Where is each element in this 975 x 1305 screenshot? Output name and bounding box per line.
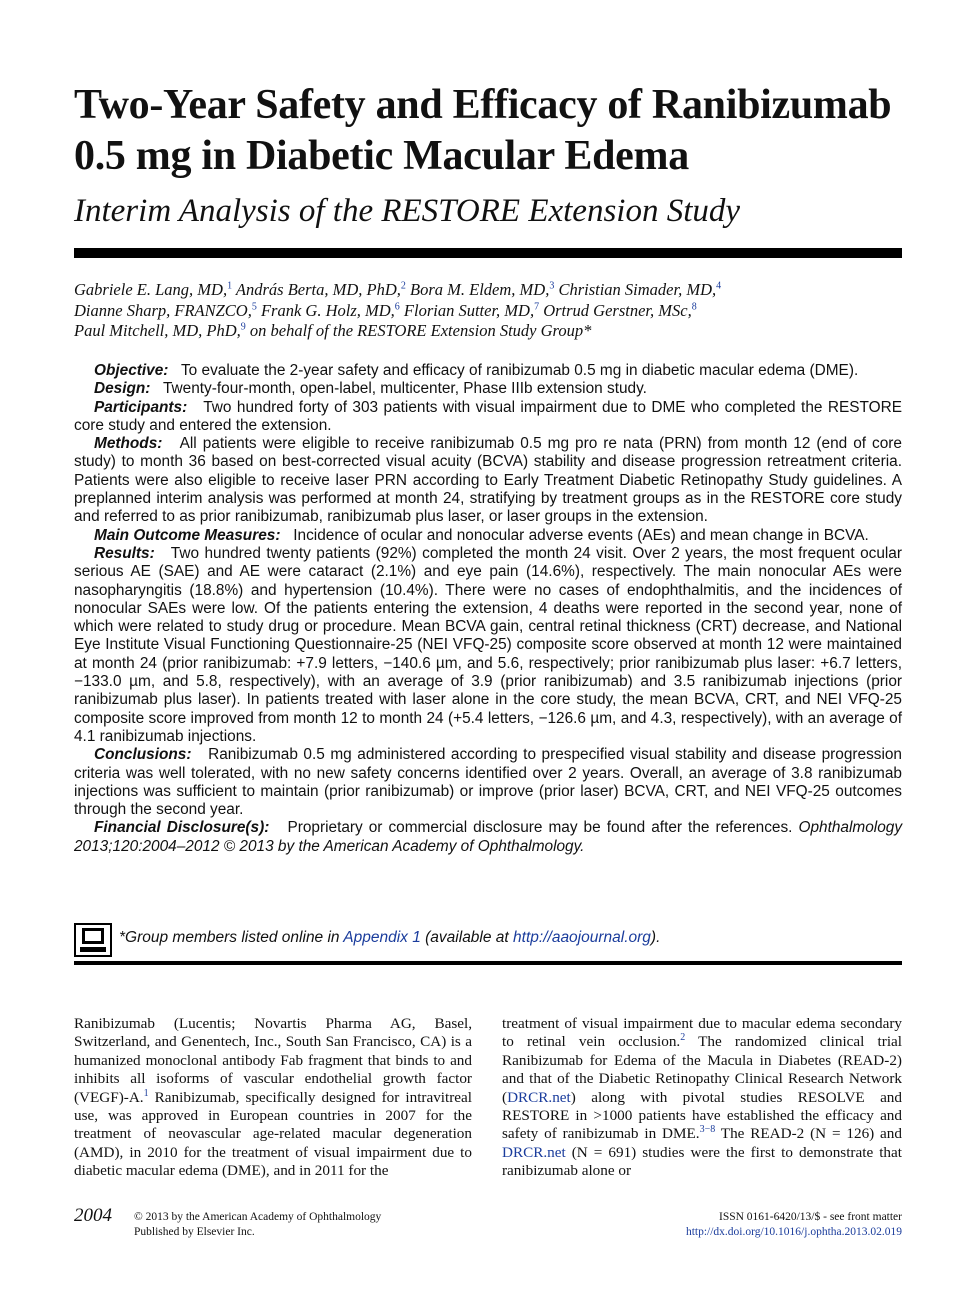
section-text: Twenty-four-month, open-label, multicenter, Phase IIIb extension study. xyxy=(163,380,647,398)
note-middle: (available at xyxy=(420,929,514,946)
author-name: András Berta, MD, PhD, xyxy=(232,280,401,299)
affiliation-ref[interactable]: 3 xyxy=(549,280,555,292)
doi-link[interactable]: http://dx.doi.org/10.1016/j.ophtha.2013.02.019 xyxy=(685,1226,902,1238)
section-label: Results: xyxy=(94,544,155,562)
journal-url-link[interactable]: http://aaojournal.org xyxy=(513,929,651,946)
abstract-divider xyxy=(74,961,902,965)
title-line-1: Two-Year Safety and Efficacy of Ranibizumab xyxy=(74,82,892,128)
abstract-disclosure xyxy=(74,819,902,856)
body-column-left xyxy=(74,1015,472,1181)
abstract xyxy=(74,362,902,856)
issn-line: ISSN 0161-6420/13/$ - see front matter xyxy=(718,1211,902,1223)
body-text: (N = 691) studies were the first to demonstrate that ranibizumab alone or xyxy=(502,1143,902,1180)
author-line-1 xyxy=(74,280,904,301)
study-group: on behalf of the RESTORE Extension Study Group* xyxy=(245,321,592,340)
section-label: Design: xyxy=(94,380,151,398)
section-text: Proprietary or commercial disclosure may be found after the references. xyxy=(287,819,793,837)
author-line-3 xyxy=(74,321,904,342)
affiliation-ref[interactable]: 5 xyxy=(251,301,257,312)
affiliation-ref[interactable]: 4 xyxy=(716,280,722,292)
affiliation-ref[interactable]: 7 xyxy=(534,301,540,312)
article-subtitle: Interim Analysis of the RESTORE Extension Study xyxy=(74,193,741,229)
author-name: Bora M. Eldem, MD, xyxy=(405,280,550,299)
affiliation-ref[interactable]: 2 xyxy=(400,280,406,292)
author-name: Dianne Sharp, FRANZCO, xyxy=(74,300,252,320)
body-text: Ranibizumab (Lucentis; Novartis Pharma AG, Basel, Switzerland, and Genentech, Inc., South San Francisco, CA) is a humanized monoclonal antibody Fab fragment that binds to and inhibits all isoforms of vascular endothelial growth factor (VEGF)-A. xyxy=(74,1015,472,1106)
body-text: Ranibizumab, specifically designed for intravitreal use, was approved in European countries in 2007 for the treatment of neovascular age-related macular degeneration (AMD), in 2010 for the treatment of visual impairment due to diabetic macular edema (DME), and in 2011 for the xyxy=(74,1088,472,1180)
author-line-2 xyxy=(74,301,904,322)
author-name: Frank G. Holz, MD, xyxy=(256,300,395,320)
section-label: Conclusions: xyxy=(94,746,192,764)
drcr-link[interactable]: DRCR.net xyxy=(502,1143,566,1161)
section-text: All patients were eligible to receive ranibizumab 0.5 mg pro re nata (PRN) from month 12 (end of core study) to month 36 based on best-corrected visual acuity (BCVA) stability and disease progression retreatment criteria. Patients were also eligible to receive laser PRN according to Early Treatment Diabetic Retinopathy Study guidelines. A preplanned interim analysis was performed at month 24, stratifying by treatment groups as in the RESTORE core study and referred to as prior ranibizumab, ranibizumab plus laser, or laser groups in the extension. xyxy=(74,435,902,526)
affiliation-ref[interactable]: 9 xyxy=(240,321,246,333)
abstract-results xyxy=(74,545,902,746)
body-text: The randomized clinical trial Ranibizumab for Edema of the Macula in Diabetes (READ-2) and that of the Diabetic Retinopathy Clinical Research Network ( xyxy=(502,1033,902,1106)
section-text: To evaluate the 2-year safety and efficacy of ranibizumab 0.5 mg in diabetic macular edema (DME). xyxy=(180,362,859,379)
section-label: Main Outcome Measures: xyxy=(94,526,281,544)
section-label: Objective: xyxy=(94,362,169,379)
publisher-line: Published by Elsevier Inc. xyxy=(134,1226,255,1238)
note-suffix: ). xyxy=(650,929,661,946)
journal-citation: Ophthalmology 2013;120:2004–2012 © 2013 by the American Academy of Ophthalmology. xyxy=(74,819,903,855)
author-list xyxy=(74,280,904,342)
footer-identifiers xyxy=(686,1210,902,1240)
section-text: Incidence of ocular and nonocular adverse events (AEs) and mean change in BCVA. xyxy=(293,526,869,544)
reference-link[interactable]: 2 xyxy=(680,1032,686,1044)
reference-link[interactable]: 1 xyxy=(143,1087,149,1099)
footer-copyright xyxy=(134,1210,381,1240)
page-number: 2004 xyxy=(74,1205,112,1226)
affiliation-ref[interactable]: 1 xyxy=(227,280,233,292)
note-prefix: *Group members listed online in xyxy=(119,929,344,946)
abstract-methods xyxy=(74,435,902,526)
author-name: Ortrud Gerstner, MSc, xyxy=(539,300,692,320)
affiliation-ref[interactable]: 6 xyxy=(394,301,400,312)
abstract-design xyxy=(74,380,902,398)
affiliation-ref[interactable]: 8 xyxy=(691,301,697,312)
drcr-link[interactable]: DRCR.net xyxy=(507,1088,571,1106)
section-text: Ranibizumab 0.5 mg administered according to prespecified visual stability and disease progression criteria was well tolerated, with no new safety concerns identified over 2 years. Overall, an average of 3.8 ranibizumab injections was sufficient to maintain (prior ranibizumab) or improve (prior laser) BCVA, CRT, and NEI VFQ-25 outcomes through the second year. xyxy=(74,746,902,819)
body-text: ) along with pivotal studies RESOLVE and RESTORE in >1000 patients have established the efficacy and safety of ranibizumab in DME. xyxy=(502,1088,902,1143)
abstract-objective xyxy=(74,362,902,380)
author-name: Florian Sutter, MD, xyxy=(399,300,535,320)
appendix-link[interactable]: Appendix 1 xyxy=(343,929,421,946)
group-note xyxy=(74,923,902,957)
section-text: Two hundred forty of 303 patients with visual impairment due to DME who completed the RESTORE core study and entered the extension. xyxy=(74,398,902,434)
section-label: Participants: xyxy=(94,398,188,416)
author-name: Paul Mitchell, MD, PhD, xyxy=(74,321,241,340)
article-title xyxy=(74,80,904,182)
abstract-participants xyxy=(74,399,902,436)
group-note-text xyxy=(119,929,660,947)
computer-icon xyxy=(74,923,112,957)
section-label: Methods: xyxy=(94,435,163,453)
author-name: Gabriele E. Lang, MD, xyxy=(74,280,228,299)
abstract-conclusions xyxy=(74,746,902,819)
body-column-right xyxy=(502,1015,902,1181)
abstract-outcome xyxy=(74,527,902,545)
author-name: Christian Simader, MD, xyxy=(554,280,717,299)
body-text: The READ-2 (N = 126) and xyxy=(715,1125,902,1143)
section-label: Financial Disclosure(s): xyxy=(94,819,270,837)
section-text: Two hundred twenty patients (92%) completed the month 24 visit. Over 2 years, the most frequent ocular serious AE (SAE) and AE were cataract (2.1%) and eye pain (14.6%), respectively. The main nonocular AEs were nasopharyngitis (18.8%) and hypertension (10.4%). There were no cases of endophthalmitis, and the incidences of nonocular SAEs were low. Of the patients entering the extension, 4 deaths were reported in the second year, none of which were related to study drug or procedure. Mean BCVA gain, central retinal thickness (CRT) decrease, and National Eye Institute Visual Functioning Questionnaire-25 (NEI VFQ-25) composite score observed at month 12 were maintained at month 24 (prior ranibizumab: +7.9 letters, −140.6 µm, and 5.6, respectively; prior ranibizumab plus laser: +6.7 letters, −133.0 µm, and 5.8, respectively), with an average of 3.9 (prior ranibizumab) and 3.5 ranibizumab injections (prior ranibizumab plus laser). In patients treated with laser alone in the core study, the mean BCVA, CRT, and NEI VFQ-25 composite score improved from month 12 to month 24 (+5.4 letters, −126.6 µm, and 4.3, respectively), with an average of 4.1 ranibizumab injections. xyxy=(74,544,902,745)
reference-link[interactable]: 3−8 xyxy=(699,1124,716,1136)
title-divider xyxy=(74,248,902,258)
title-line-2: 0.5 mg in Diabetic Macular Edema xyxy=(74,133,689,179)
body-text: treatment of visual impairment due to macular edema secondary to retinal vein occlusion. xyxy=(502,1015,902,1051)
copyright-line: © 2013 by the American Academy of Ophthalmology xyxy=(134,1211,382,1223)
